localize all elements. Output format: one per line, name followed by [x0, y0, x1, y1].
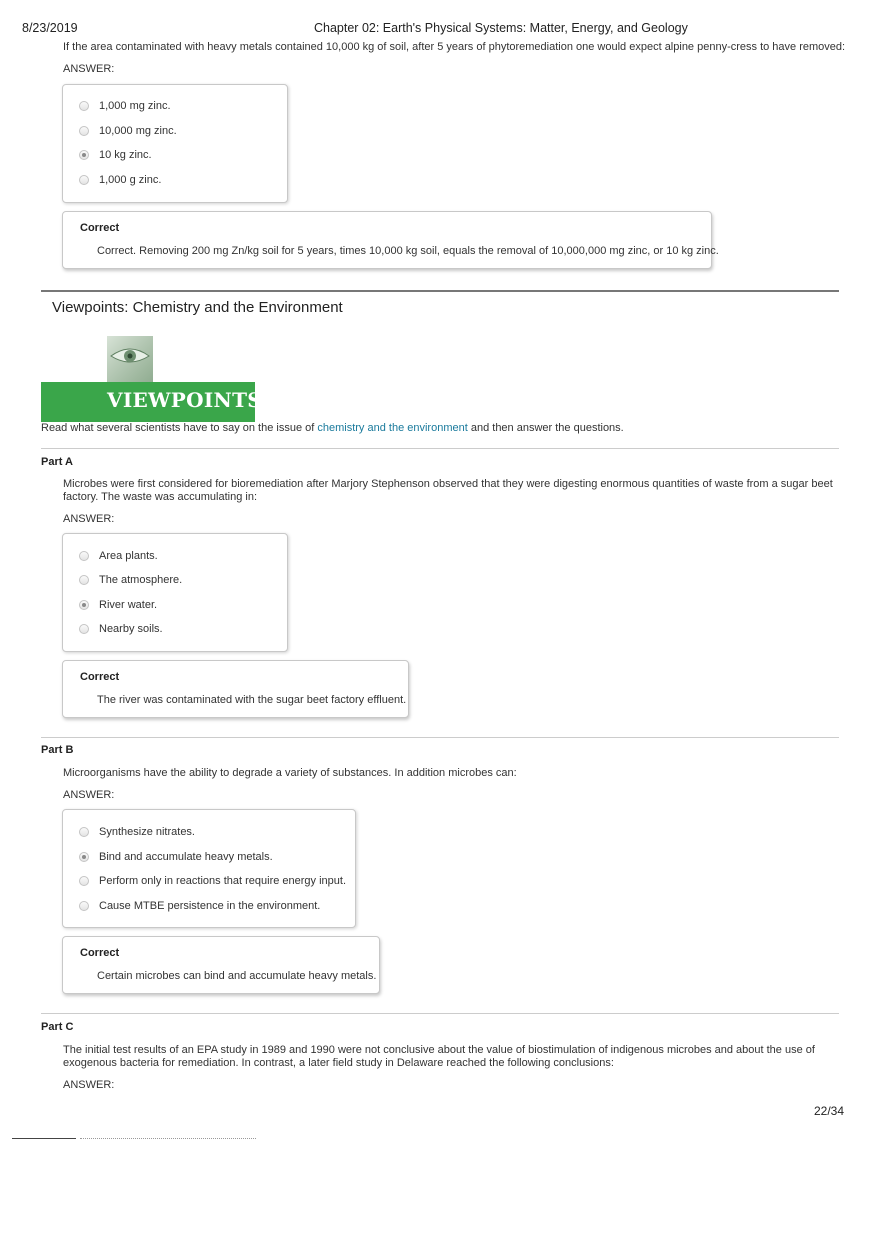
section-intro: Read what several scientists have to say on the issue of chemistry and the environment and then answer the questions. [41, 422, 624, 434]
radio-button-selected-icon[interactable] [79, 600, 89, 610]
answer-options-box [62, 809, 356, 928]
part-b-prompt: Microorganisms have the ability to degrade a variety of substances. In addition microbes can: [63, 767, 517, 779]
feedback-box [62, 211, 719, 269]
part-c-prompt-line2: exogenous bacteria for remediation. In contrast, a later field study in Delaware reached the following conclusions: [63, 1057, 614, 1069]
feedback-title: Correct [80, 947, 120, 959]
document-title: Chapter 02: Earth's Physical Systems: Matter, Energy, and Geology [314, 21, 688, 35]
feedback-title: Correct [80, 222, 120, 234]
feedback-text: Correct. Removing 200 mg Zn/kg soil for 5 years, times 10,000 kg soil, equals the removal of 10,000,000 mg zinc, or 10 kg zinc. [97, 245, 719, 257]
answer-label: ANSWER: [63, 63, 115, 75]
answer-option[interactable]: 10,000 mg zinc. [79, 124, 177, 138]
answer-option[interactable]: Area plants. [79, 549, 158, 563]
print-date: 8/23/2019 [22, 21, 78, 35]
radio-button-icon[interactable] [79, 624, 89, 634]
radio-button-icon[interactable] [79, 126, 89, 136]
part-a-prompt-line1: Microbes were first considered for bioremediation after Marjory Stephenson observed that they were digesting enormous quantities of waste from a sugar beet [63, 478, 833, 490]
answer-label: ANSWER: [63, 789, 115, 801]
radio-button-icon[interactable] [79, 175, 89, 185]
part-c-label: Part C [41, 1021, 74, 1033]
answer-option[interactable]: Cause MTBE persistence in the environment. [79, 899, 320, 913]
answer-option[interactable]: The atmosphere. [79, 573, 182, 587]
feedback-title: Correct [80, 671, 120, 683]
radio-button-selected-icon[interactable] [79, 150, 89, 160]
divider [41, 1013, 839, 1014]
answer-label: ANSWER: [63, 1079, 115, 1091]
answer-options-box [62, 533, 288, 652]
part-a-label: Part A [41, 456, 73, 468]
radio-button-icon[interactable] [79, 827, 89, 837]
radio-button-icon[interactable] [79, 901, 89, 911]
section-title: Viewpoints: Chemistry and the Environment [52, 299, 343, 316]
answer-option-selected[interactable]: River water. [79, 598, 157, 612]
question-prompt: If the area contaminated with heavy metals contained 10,000 kg of soil, after 5 years of phytoremediation one would expect alpine penny-cress to have removed: [63, 41, 846, 53]
answer-option[interactable]: 1,000 g zinc. [79, 173, 161, 187]
answer-options-box [62, 84, 288, 203]
viewpoints-banner [41, 336, 263, 422]
chemistry-environment-link[interactable]: chemistry and the environment [317, 422, 468, 434]
banner-text: VIEWPOINTS [107, 388, 263, 412]
answer-option[interactable]: 1,000 mg zinc. [79, 99, 171, 113]
answer-option-selected[interactable]: 10 kg zinc. [79, 148, 152, 162]
artifact-line [80, 1138, 256, 1139]
part-c-prompt-line1: The initial test results of an EPA study in 1989 and 1990 were not conclusive about the value of biostimulation of indigenous microbes and about the use of [63, 1044, 815, 1056]
section-divider [41, 290, 839, 292]
artifact-line [12, 1138, 76, 1139]
answer-option[interactable]: Synthesize nitrates. [79, 825, 195, 839]
radio-button-icon[interactable] [79, 551, 89, 561]
answer-option[interactable]: Perform only in reactions that require energy input. [79, 874, 346, 888]
part-b-label: Part B [41, 744, 74, 756]
radio-button-selected-icon[interactable] [79, 852, 89, 862]
radio-button-icon[interactable] [79, 101, 89, 111]
divider [41, 737, 839, 738]
feedback-box [62, 936, 380, 994]
radio-button-icon[interactable] [79, 575, 89, 585]
feedback-box [62, 660, 409, 718]
answer-option-selected[interactable]: Bind and accumulate heavy metals. [79, 850, 273, 864]
page-number: 22/34 [814, 1104, 845, 1118]
feedback-text: Certain microbes can bind and accumulate heavy metals. [97, 970, 377, 982]
divider [41, 448, 839, 449]
answer-label: ANSWER: [63, 513, 115, 525]
feedback-text: The river was contaminated with the sugar beet factory effluent. [97, 694, 407, 706]
answer-option[interactable]: Nearby soils. [79, 622, 163, 636]
radio-button-icon[interactable] [79, 876, 89, 886]
part-a-prompt-line2: factory. The waste was accumulating in: [63, 491, 258, 503]
